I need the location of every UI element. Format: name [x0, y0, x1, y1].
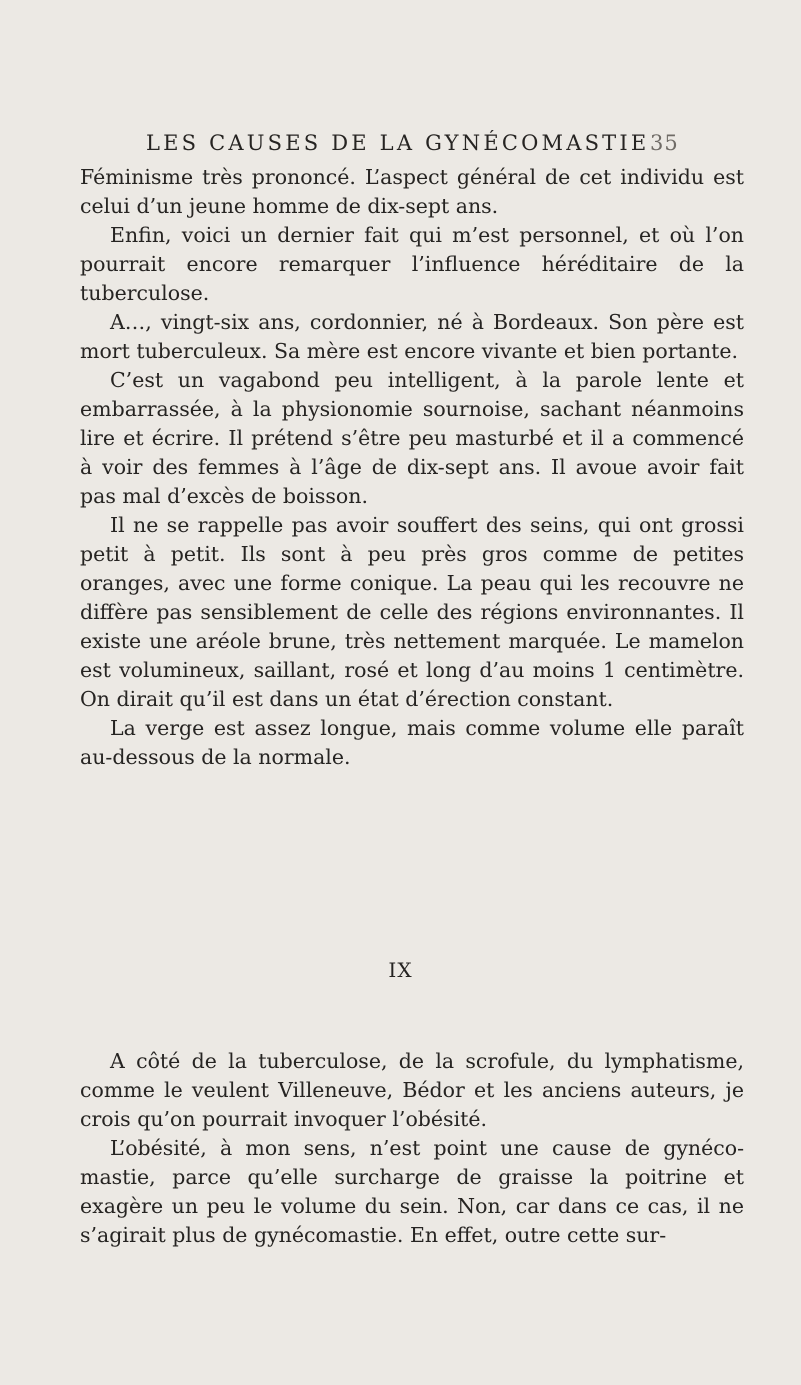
paragraph: La verge est assez longue, mais comme volume elle paraît au-dessous de la normale. — [80, 716, 744, 769]
paragraph: Enfin, voici un dernier fait qui m’est personnel, et où l’on pourrait encore remarquer l’influence héréditaire de la tuberculose. — [80, 223, 744, 305]
page-header — [0, 131, 801, 161]
paragraph: A…, vingt-six ans, cordonnier, né à Bordeaux. Son père est mort tuberculeux. Sa mère est encore vivante et bien portante. — [80, 310, 744, 363]
paragraph: Féminisme très prononcé. L’aspect général de cet individu est celui d’un jeune homme de dix-sept ans. — [80, 165, 744, 218]
paragraph: L’obésité, à mon sens, n’est point une cause de gynécomastie, parce qu’elle surcharge de graisse la poitrine et exagère un peu le volume du sein. Non, car dans ce cas, il ne s’agirait plus de gynécomastie. En effet, outre cette sur- — [80, 1136, 744, 1247]
paragraph: C’est un vagabond peu intelligent, à la parole lente et embarrassée, à la physionomie sournoise, sachant néanmoins lire et écrire. Il prétend s’être peu masturbé et il a commencé à voir des femmes à l’âge de dix-sept ans. Il avoue avoir fait pas mal d’excès de boisson. — [80, 368, 744, 508]
text-block-after-section — [80, 1047, 744, 1250]
paragraph: Il ne se rappelle pas avoir souffert des seins, qui ont grossi petit à petit. Ils sont à peu près gros comme de petites oranges, avec une forme conique. La peau qui les recouvre ne diffère pas sensiblement de celle des régions environnantes. Il existe une aréole brune, très nettement marquée. Le mamelon est volumineux, saillant, rosé et long d’au moins 1 centimètre. On dirait qu’il est dans un état d’érection constant. — [80, 513, 744, 711]
running-title: LES CAUSES DE LA GYNÉCOMASTIE — [146, 131, 650, 155]
section-heading: IX — [388, 958, 413, 982]
text-block-before-section — [80, 163, 744, 772]
page-number: 35 — [650, 131, 679, 155]
paragraph: A côté de la tuberculose, de la scrofule, du lymphatisme, comme le veulent Villeneuve, Bédor et les anciens auteurs, je crois qu’on pourrait invoquer l’obésité. — [80, 1049, 744, 1131]
